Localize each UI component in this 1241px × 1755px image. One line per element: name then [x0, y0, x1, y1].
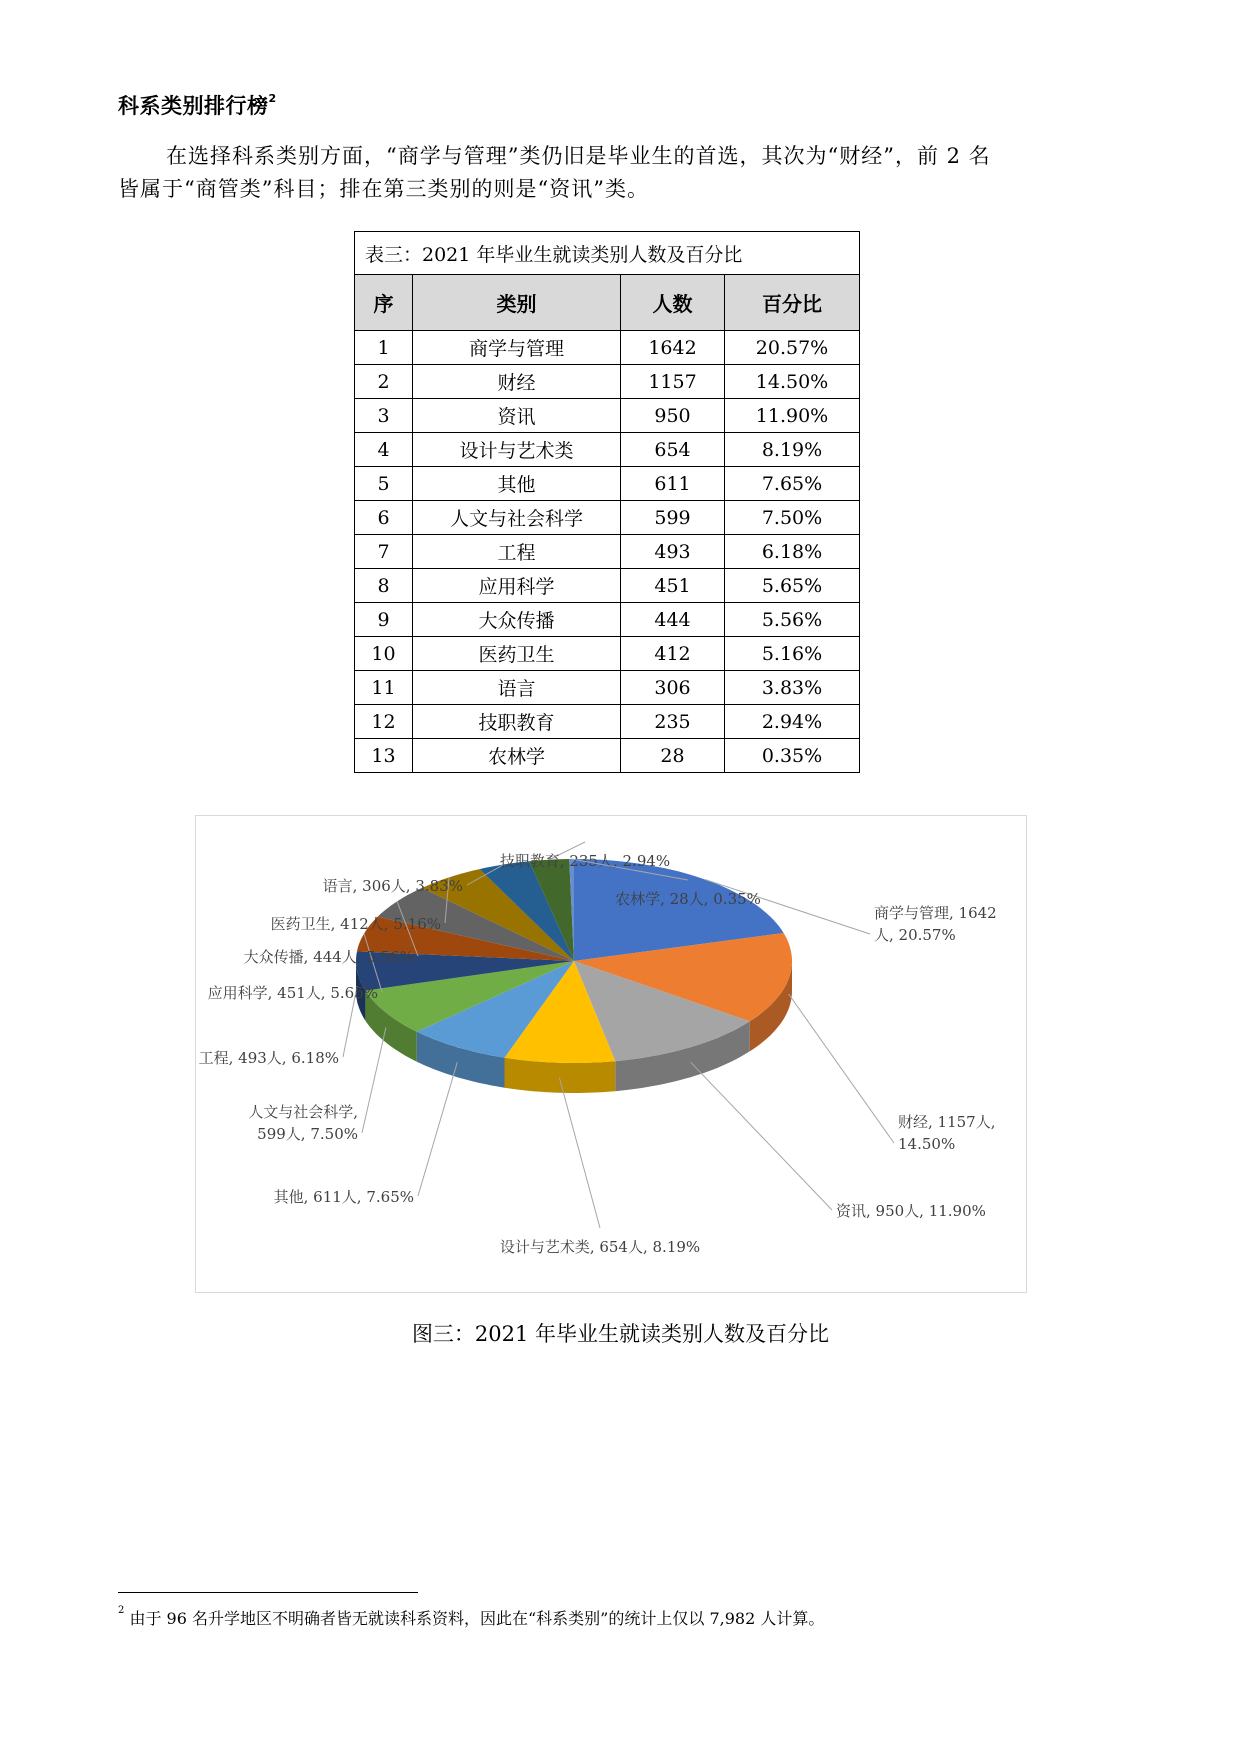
cell-percent: 7.50% [725, 501, 860, 535]
paragraph-line-2: 皆属于“商管类”科目；排在第三类别的则是“资讯”类。 [118, 177, 649, 201]
cell-index: 6 [355, 501, 413, 535]
cell-index: 8 [355, 569, 413, 603]
cell-index: 7 [355, 535, 413, 569]
cell-category: 医药卫生 [413, 637, 621, 671]
body-paragraph [118, 140, 1118, 206]
cell-index: 9 [355, 603, 413, 637]
table-row [355, 331, 860, 365]
cell-count: 1642 [621, 331, 725, 365]
cell-count: 599 [621, 501, 725, 535]
cell-percent: 14.50% [725, 365, 860, 399]
pie-label-12: 农林学, 28人, 0.35% [615, 890, 761, 908]
pie-label-9: 医药卫生, 412人, 5.16% [270, 915, 441, 933]
cell-index: 5 [355, 467, 413, 501]
cell-count: 28 [621, 739, 725, 773]
table-row [355, 671, 860, 705]
pie-label-1: 14.50% [898, 1135, 956, 1153]
cell-category: 应用科学 [413, 569, 621, 603]
cell-percent: 3.83% [725, 671, 860, 705]
pie-label-0: 商学与管理, 1642 [874, 904, 997, 922]
pie-chart-frame [195, 815, 1027, 1293]
leader-line-1 [789, 994, 894, 1143]
cell-index: 10 [355, 637, 413, 671]
cell-index: 12 [355, 705, 413, 739]
leader-line-5 [362, 1028, 386, 1134]
cell-index: 3 [355, 399, 413, 433]
cell-category: 财经 [413, 365, 621, 399]
cell-category: 其他 [413, 467, 621, 501]
pie-label-4: 其他, 611人, 7.65% [273, 1188, 414, 1206]
pie-label-1: 财经, 1157人, [898, 1113, 996, 1131]
cell-count: 1157 [621, 365, 725, 399]
cell-count: 412 [621, 637, 725, 671]
table-row [355, 365, 860, 399]
pie-chart [196, 816, 1028, 1294]
cell-category: 资讯 [413, 399, 621, 433]
table-row [355, 433, 860, 467]
cell-category: 人文与社会科学 [413, 501, 621, 535]
pie-label-5: 599人, 7.50% [257, 1125, 358, 1143]
footnote-reference[interactable]: 2 [268, 92, 277, 105]
cell-index: 2 [355, 365, 413, 399]
cell-index: 11 [355, 671, 413, 705]
pie-label-2: 资讯, 950人, 11.90% [836, 1202, 986, 1220]
footnote-divider [118, 1592, 418, 1593]
cell-category: 商学与管理 [413, 331, 621, 365]
cell-percent: 7.65% [725, 467, 860, 501]
cell-percent: 5.56% [725, 603, 860, 637]
cell-percent: 0.35% [725, 739, 860, 773]
cell-percent: 6.18% [725, 535, 860, 569]
pie-label-7: 应用科学, 451人, 5.65% [207, 984, 378, 1002]
cell-category: 工程 [413, 535, 621, 569]
table-row [355, 705, 860, 739]
table-row [355, 501, 860, 535]
figure-caption: 图三：2021 年毕业生就读类别人数及百分比 [411, 1322, 830, 1346]
cell-category: 语言 [413, 671, 621, 705]
pie-label-3: 设计与艺术类, 654人, 8.19% [499, 1238, 701, 1256]
cell-count: 451 [621, 569, 725, 603]
cell-count: 306 [621, 671, 725, 705]
table-header-row [355, 275, 860, 331]
cell-index: 4 [355, 433, 413, 467]
table-row [355, 637, 860, 671]
cell-percent: 8.19% [725, 433, 860, 467]
cell-category: 设计与艺术类 [413, 433, 621, 467]
header-index: 序 [355, 275, 413, 331]
enrollment-table [354, 231, 860, 773]
cell-count: 950 [621, 399, 725, 433]
cell-count: 493 [621, 535, 725, 569]
table-row [355, 739, 860, 773]
pie-side-3 [505, 1058, 616, 1093]
cell-count: 444 [621, 603, 725, 637]
table-row [355, 467, 860, 501]
leader-line-3 [559, 1078, 600, 1228]
cell-count: 611 [621, 467, 725, 501]
table-caption: 表三：2021 年毕业生就读类别人数及百分比 [355, 232, 860, 275]
pie-label-10: 语言, 306人, 3.83% [322, 877, 463, 895]
section-title: 科系类别排行榜 [118, 94, 269, 118]
table-row [355, 569, 860, 603]
footnote-mark: 2 [118, 1605, 125, 1616]
leader-line-2 [691, 1062, 832, 1210]
footnote [118, 1606, 824, 1629]
table-row [355, 399, 860, 433]
section-heading [118, 90, 277, 120]
cell-category: 技职教育 [413, 705, 621, 739]
pie-label-6: 工程, 493人, 6.18% [198, 1049, 339, 1067]
cell-count: 235 [621, 705, 725, 739]
paragraph-line-1: 在选择科系类别方面，“商学与管理”类仍旧是毕业生的首选，其次为“财经”，前 2 名 [166, 144, 991, 168]
cell-category: 大众传播 [413, 603, 621, 637]
cell-percent: 5.16% [725, 637, 860, 671]
cell-percent: 20.57% [725, 331, 860, 365]
header-percent: 百分比 [725, 275, 860, 331]
cell-percent: 2.94% [725, 705, 860, 739]
cell-index: 13 [355, 739, 413, 773]
header-count: 人数 [621, 275, 725, 331]
table-row [355, 535, 860, 569]
pie-label-11: 技职教育, 235人, 2.94% [499, 852, 671, 870]
cell-category: 农林学 [413, 739, 621, 773]
cell-count: 654 [621, 433, 725, 467]
cell-percent: 5.65% [725, 569, 860, 603]
pie-label-8: 大众传播, 444人, 5.56% [243, 948, 414, 966]
table-row [355, 603, 860, 637]
header-category: 类别 [413, 275, 621, 331]
cell-percent: 11.90% [725, 399, 860, 433]
cell-index: 1 [355, 331, 413, 365]
footnote-text: 由于 96 名升学地区不明确者皆无就读科系资料，因此在“科系类别”的统计上仅以 7,982 人计算。 [129, 1609, 825, 1628]
leader-line-4 [418, 1062, 457, 1196]
pie-label-5: 人文与社会科学, [248, 1103, 358, 1121]
pie-label-0: 人, 20.57% [874, 926, 956, 944]
